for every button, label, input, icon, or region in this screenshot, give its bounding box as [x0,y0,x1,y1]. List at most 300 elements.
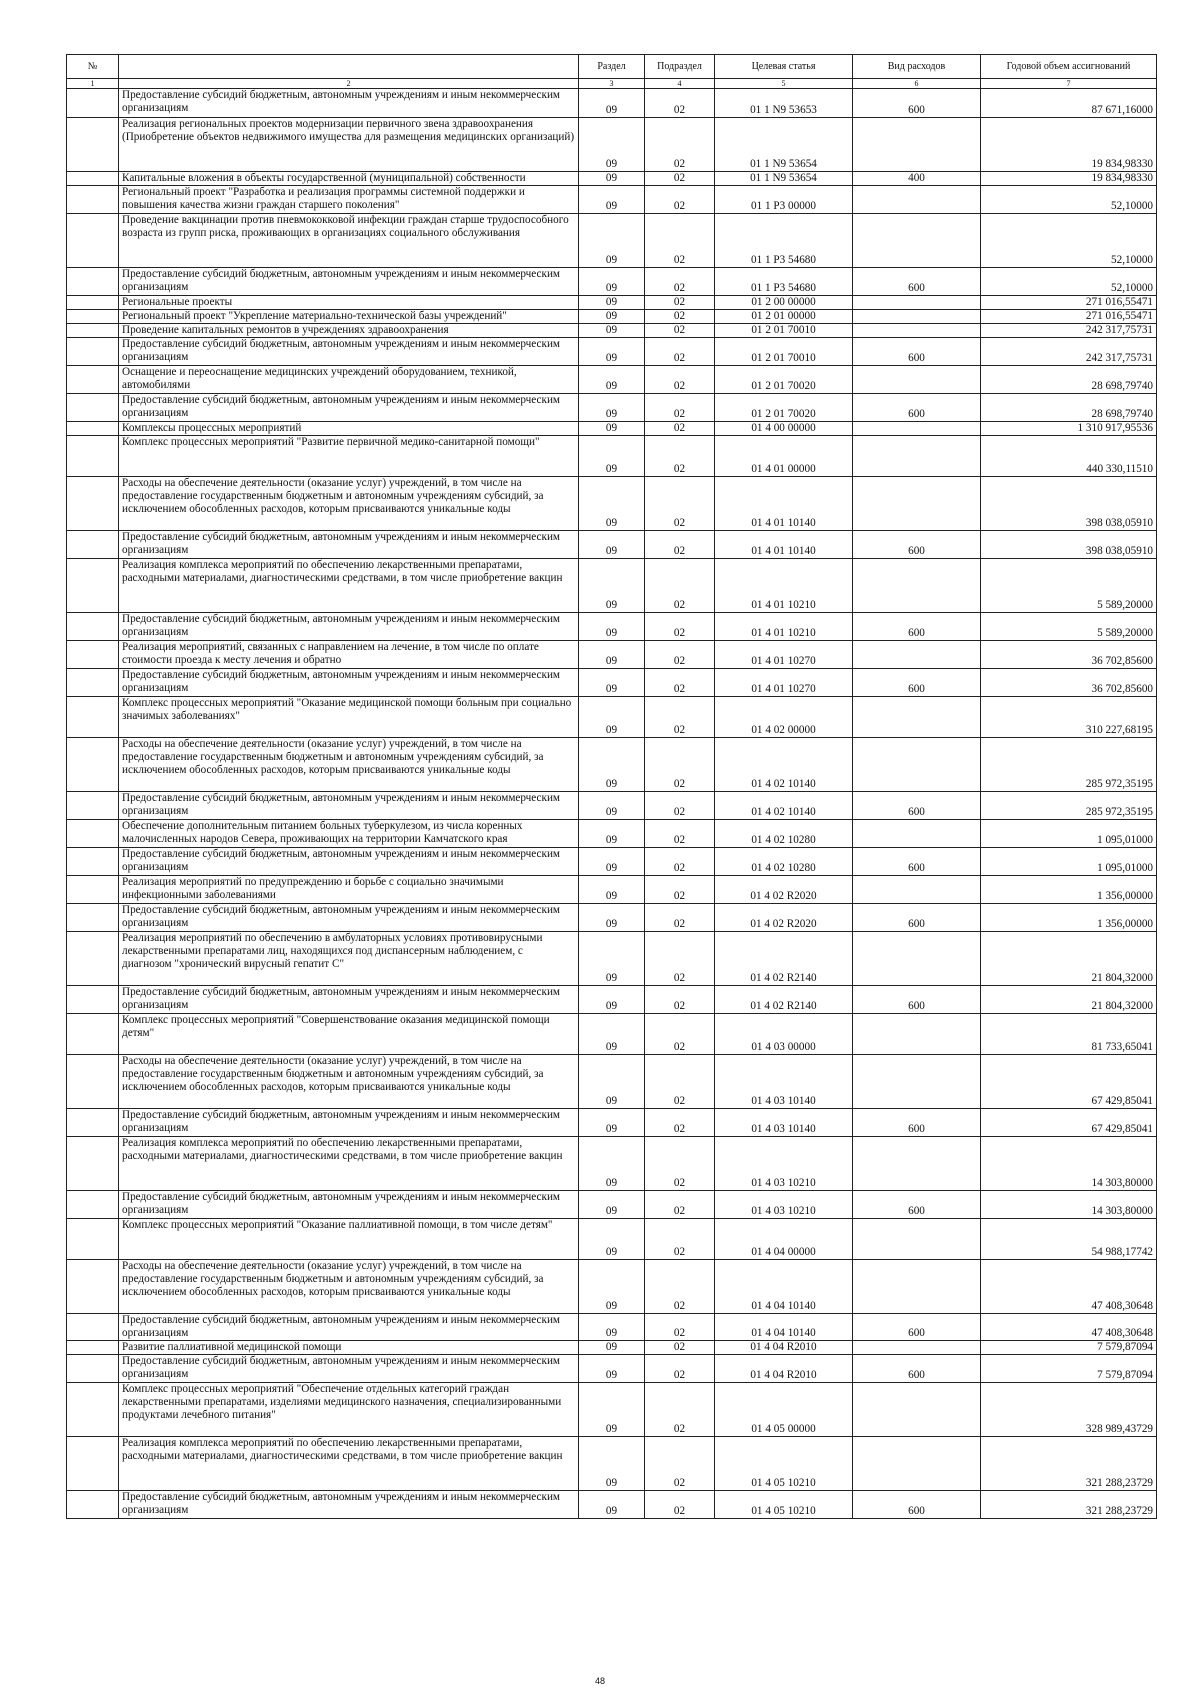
row-section: 09 [579,172,645,186]
row-target: 01 4 05 00000 [715,1383,853,1437]
row-name: Предоставление субсидий бюджетным, автономным учреждениям и иным некоммерческим организациям [119,89,579,118]
table-row [67,738,1157,792]
table-row [67,932,1157,986]
row-amount: 285 972,35195 [981,738,1157,792]
row-target: 01 2 01 00000 [715,310,853,324]
row-subsection: 02 [645,1314,715,1341]
row-name: Комплекс процессных мероприятий "Обеспечение отдельных категорий граждан лекарственными препаратами, изделиями медицинского назначения, специализированными продуктами лечебного питания" [119,1383,579,1437]
row-target: 01 4 04 R2010 [715,1341,853,1355]
row-subsection: 02 [645,613,715,641]
row-name: Капитальные вложения в объекты государственной (муниципальной) собственности [119,172,579,186]
row-expense [853,820,981,848]
row-section: 09 [579,118,645,172]
row-section: 09 [579,1314,645,1341]
row-subsection: 02 [645,310,715,324]
row-expense [853,1014,981,1055]
row-subsection: 02 [645,436,715,477]
table-row [67,1341,1157,1355]
table-row [67,1314,1157,1341]
row-subsection: 02 [645,904,715,932]
row-section: 09 [579,1055,645,1109]
row-section: 09 [579,1383,645,1437]
table-row [67,436,1157,477]
table-body [67,89,1157,1519]
num-cell [67,559,119,613]
num-cell [67,296,119,310]
row-target: 01 4 04 R2010 [715,1355,853,1383]
row-expense [853,1437,981,1491]
num-cell [67,1437,119,1491]
row-subsection: 02 [645,1137,715,1191]
row-amount: 52,10000 [981,186,1157,214]
table-row [67,559,1157,613]
table-row [67,669,1157,697]
row-expense: 600 [853,792,981,820]
row-name: Реализация комплекса мероприятий по обеспечению лекарственными препаратами, расходными материалами, диагностическими средствами, в том числе приобретение вакцин [119,559,579,613]
row-target: 01 4 04 10140 [715,1314,853,1341]
column-index: 2 [119,79,579,89]
row-subsection: 02 [645,477,715,531]
table-row [67,338,1157,366]
row-name: Расходы на обеспечение деятельности (оказание услуг) учреждений, в том числе на предоставление государственным бюджетным и автономным учреждениям субсидий, за исключением обособленных расходов, которым присваиваются уникальные коды [119,738,579,792]
num-cell [67,904,119,932]
column-index: 6 [853,79,981,89]
row-expense [853,296,981,310]
num-cell [67,1109,119,1137]
row-section: 09 [579,1191,645,1219]
num-cell [67,338,119,366]
row-section: 09 [579,559,645,613]
num-cell [67,118,119,172]
row-section: 09 [579,697,645,738]
header-expense: Вид расходов [853,55,981,79]
row-amount: 14 303,80000 [981,1137,1157,1191]
row-section: 09 [579,214,645,268]
row-expense: 600 [853,1491,981,1519]
num-cell [67,932,119,986]
num-cell [67,89,119,118]
row-name: Реализация мероприятий по обеспечению в амбулаторных условиях противовирусными лекарственными препаратами лиц, находящихся под диспансерным наблюдением, с диагнозом "хронический вирусный гепатит С" [119,932,579,986]
table-row [67,366,1157,394]
row-amount: 1 356,00000 [981,904,1157,932]
row-expense: 600 [853,1191,981,1219]
row-name: Проведение вакцинации против пневмококковой инфекции граждан старше трудоспособного возраста из групп риска, проживающих в организациях социального обслуживания [119,214,579,268]
row-target: 01 4 01 10140 [715,531,853,559]
row-expense: 600 [853,986,981,1014]
row-expense: 600 [853,1355,981,1383]
num-cell [67,422,119,436]
row-name: Предоставление субсидий бюджетным, автономным учреждениям и иным некоммерческим организациям [119,792,579,820]
row-target: 01 2 01 70010 [715,324,853,338]
row-target: 01 4 02 00000 [715,697,853,738]
row-name: Расходы на обеспечение деятельности (оказание услуг) учреждений, в том числе на предоставление государственным бюджетным и автономным учреждениям субсидий, за исключением обособленных расходов, которым присваиваются уникальные коды [119,1055,579,1109]
row-amount: 242 317,75731 [981,324,1157,338]
row-section: 09 [579,366,645,394]
row-expense [853,422,981,436]
num-cell [67,848,119,876]
row-target: 01 2 01 70020 [715,394,853,422]
row-subsection: 02 [645,1219,715,1260]
row-amount: 242 317,75731 [981,338,1157,366]
row-name: Реализация региональных проектов модернизации первичного звена здравоохранения (Приобретение объектов недвижимого имущества для размещения медицинских организаций) [119,118,579,172]
table-row [67,89,1157,118]
row-target: 01 4 03 10210 [715,1137,853,1191]
row-name: Реализация комплекса мероприятий по обеспечению лекарственными препаратами, расходными материалами, диагностическими средствами, в том числе приобретение вакцин [119,1137,579,1191]
row-section: 09 [579,531,645,559]
row-name: Предоставление субсидий бюджетным, автономным учреждениям и иным некоммерческим организациям [119,613,579,641]
row-subsection: 02 [645,820,715,848]
row-section: 09 [579,1137,645,1191]
num-cell [67,738,119,792]
row-subsection: 02 [645,1341,715,1355]
column-index: 1 [67,79,119,89]
row-subsection: 02 [645,848,715,876]
row-amount: 1 095,01000 [981,820,1157,848]
row-name: Развитие паллиативной медицинской помощи [119,1341,579,1355]
row-subsection: 02 [645,338,715,366]
row-target: 01 4 02 10280 [715,848,853,876]
row-target: 01 4 03 10140 [715,1055,853,1109]
table-row [67,324,1157,338]
row-target: 01 4 01 10140 [715,477,853,531]
table-row [67,904,1157,932]
row-amount: 47 408,30648 [981,1260,1157,1314]
row-amount: 19 834,98330 [981,118,1157,172]
row-section: 09 [579,310,645,324]
num-cell [67,1137,119,1191]
row-target: 01 4 01 10210 [715,559,853,613]
row-target: 01 4 03 10210 [715,1191,853,1219]
header-subsection: Подраздел [645,55,715,79]
num-cell [67,641,119,669]
row-section: 09 [579,1014,645,1055]
num-cell [67,1341,119,1355]
row-section: 09 [579,1219,645,1260]
column-index: 3 [579,79,645,89]
row-subsection: 02 [645,1109,715,1137]
row-subsection: 02 [645,876,715,904]
row-amount: 5 589,20000 [981,613,1157,641]
row-target: 01 4 01 00000 [715,436,853,477]
row-expense [853,324,981,338]
row-expense: 600 [853,613,981,641]
row-target: 01 4 00 00000 [715,422,853,436]
num-cell [67,613,119,641]
row-name: Расходы на обеспечение деятельности (оказание услуг) учреждений, в том числе на предоставление государственным бюджетным и автономным учреждениям субсидий, за исключением обособленных расходов, которым присваиваются уникальные коды [119,477,579,531]
row-name: Предоставление субсидий бюджетным, автономным учреждениям и иным некоммерческим организациям [119,1355,579,1383]
table-row [67,848,1157,876]
row-target: 01 4 02 R2140 [715,932,853,986]
row-name: Расходы на обеспечение деятельности (оказание услуг) учреждений, в том числе на предоставление государственным бюджетным и автономным учреждениям субсидий, за исключением обособленных расходов, которым присваиваются уникальные коды [119,1260,579,1314]
row-target: 01 4 01 10210 [715,613,853,641]
row-section: 09 [579,1437,645,1491]
table-row [67,1219,1157,1260]
budget-table [66,54,1157,1519]
row-name: Реализация мероприятий, связанных с направлением на лечение, в том числе по оплате стоимости проезда к месту лечения и обратно [119,641,579,669]
row-expense: 600 [853,338,981,366]
row-section: 09 [579,1260,645,1314]
row-section: 09 [579,876,645,904]
row-expense [853,477,981,531]
row-target: 01 2 01 70020 [715,366,853,394]
num-cell [67,820,119,848]
row-amount: 398 038,05910 [981,531,1157,559]
row-amount: 87 671,16000 [981,89,1157,118]
table-row [67,613,1157,641]
row-amount: 310 227,68195 [981,697,1157,738]
row-name: Предоставление субсидий бюджетным, автономным учреждениям и иным некоммерческим организациям [119,669,579,697]
row-name: Обеспечение дополнительным питанием больных туберкулезом, из числа коренных малочисленных народов Севера, проживающих на территории Камчатского края [119,820,579,848]
row-expense [853,1137,981,1191]
row-amount: 271 016,55471 [981,310,1157,324]
row-target: 01 4 05 10210 [715,1491,853,1519]
row-expense: 600 [853,1109,981,1137]
row-section: 09 [579,738,645,792]
table-row [67,186,1157,214]
row-amount: 271 016,55471 [981,296,1157,310]
row-expense: 600 [853,89,981,118]
row-name: Предоставление субсидий бюджетным, автономным учреждениям и иным некоммерческим организациям [119,1314,579,1341]
row-subsection: 02 [645,214,715,268]
row-section: 09 [579,1341,645,1355]
row-subsection: 02 [645,186,715,214]
table-row [67,310,1157,324]
row-section: 09 [579,422,645,436]
row-amount: 28 698,79740 [981,366,1157,394]
num-cell [67,1355,119,1383]
row-name: Региональный проект "Укрепление материально-технической базы учреждений" [119,310,579,324]
table-row [67,1383,1157,1437]
row-section: 09 [579,394,645,422]
row-section: 09 [579,986,645,1014]
row-name: Предоставление субсидий бюджетным, автономным учреждениям и иным некоммерческим организациям [119,848,579,876]
row-amount: 81 733,65041 [981,1014,1157,1055]
row-amount: 21 804,32000 [981,986,1157,1014]
row-expense [853,738,981,792]
budget-table-sheet [66,54,1156,1519]
row-expense [853,1341,981,1355]
row-name: Предоставление субсидий бюджетным, автономным учреждениям и иным некоммерческим организациям [119,1109,579,1137]
row-amount: 7 579,87094 [981,1355,1157,1383]
num-cell [67,986,119,1014]
row-name: Комплексы процессных мероприятий [119,422,579,436]
table-row [67,986,1157,1014]
row-expense: 600 [853,848,981,876]
table-row [67,1355,1157,1383]
row-amount: 67 429,85041 [981,1055,1157,1109]
row-target: 01 4 04 00000 [715,1219,853,1260]
row-name: Предоставление субсидий бюджетным, автономным учреждениям и иным некоммерческим организациям [119,531,579,559]
row-section: 09 [579,324,645,338]
row-subsection: 02 [645,1055,715,1109]
row-expense [853,214,981,268]
table-row [67,1055,1157,1109]
row-expense: 600 [853,669,981,697]
table-row [67,172,1157,186]
table-row [67,422,1157,436]
row-target: 01 4 05 10210 [715,1437,853,1491]
row-target: 01 4 02 R2140 [715,986,853,1014]
row-amount: 285 972,35195 [981,792,1157,820]
row-name: Региональный проект "Разработка и реализация программы системной поддержки и повышения качества жизни граждан старшего поколения" [119,186,579,214]
table-row [67,1491,1157,1519]
row-subsection: 02 [645,1383,715,1437]
row-subsection: 02 [645,738,715,792]
row-name: Реализация комплекса мероприятий по обеспечению лекарственными препаратами, расходными материалами, диагностическими средствами, в том числе приобретение вакцин [119,1437,579,1491]
num-cell [67,1055,119,1109]
row-expense [853,876,981,904]
table-row [67,641,1157,669]
row-subsection: 02 [645,324,715,338]
row-target: 01 4 02 10280 [715,820,853,848]
row-expense [853,559,981,613]
row-section: 09 [579,186,645,214]
row-section: 09 [579,1491,645,1519]
table-row [67,296,1157,310]
row-section: 09 [579,848,645,876]
table-row [67,477,1157,531]
row-target: 01 4 02 R2020 [715,904,853,932]
table-row [67,820,1157,848]
row-amount: 19 834,98330 [981,172,1157,186]
num-cell [67,366,119,394]
num-cell [67,876,119,904]
header-section: Раздел [579,55,645,79]
column-index: 4 [645,79,715,89]
row-amount: 52,10000 [981,214,1157,268]
row-subsection: 02 [645,1491,715,1519]
row-section: 09 [579,338,645,366]
num-cell [67,172,119,186]
row-target: 01 4 02 R2020 [715,876,853,904]
row-amount: 36 702,85600 [981,641,1157,669]
num-cell [67,1491,119,1519]
num-cell [67,324,119,338]
table-row [67,1437,1157,1491]
row-expense: 600 [853,394,981,422]
row-target: 01 1 N9 53653 [715,89,853,118]
row-target: 01 4 03 10140 [715,1109,853,1137]
row-name: Предоставление субсидий бюджетным, автономным учреждениям и иным некоммерческим организациям [119,394,579,422]
table-row [67,1109,1157,1137]
table-row [67,876,1157,904]
row-amount: 21 804,32000 [981,932,1157,986]
row-amount: 14 303,80000 [981,1191,1157,1219]
row-amount: 36 702,85600 [981,669,1157,697]
row-target: 01 1 N9 53654 [715,172,853,186]
row-amount: 7 579,87094 [981,1341,1157,1355]
row-name: Оснащение и переоснащение медицинских учреждений оборудованием, техникой, автомобилями [119,366,579,394]
row-subsection: 02 [645,1014,715,1055]
num-cell [67,531,119,559]
num-cell [67,1219,119,1260]
row-name: Комплекс процессных мероприятий "Оказание паллиативной помощи, в том числе детям" [119,1219,579,1260]
row-amount: 67 429,85041 [981,1109,1157,1137]
row-subsection: 02 [645,118,715,172]
row-subsection: 02 [645,641,715,669]
row-section: 09 [579,1109,645,1137]
row-subsection: 02 [645,1437,715,1491]
row-subsection: 02 [645,669,715,697]
row-expense: 600 [853,1314,981,1341]
row-subsection: 02 [645,394,715,422]
row-amount: 5 589,20000 [981,559,1157,613]
row-subsection: 02 [645,89,715,118]
table-row [67,214,1157,268]
row-expense: 600 [853,904,981,932]
row-name: Предоставление субсидий бюджетным, автономным учреждениям и иным некоммерческим организациям [119,904,579,932]
table-row [67,792,1157,820]
row-name: Проведение капитальных ремонтов в учреждениях здравоохранения [119,324,579,338]
row-target: 01 2 01 70010 [715,338,853,366]
row-section: 09 [579,904,645,932]
row-subsection: 02 [645,1355,715,1383]
num-cell [67,1191,119,1219]
header-name [119,55,579,79]
row-section: 09 [579,932,645,986]
row-section: 09 [579,820,645,848]
row-section: 09 [579,1355,645,1383]
row-expense [853,436,981,477]
num-cell [67,310,119,324]
row-subsection: 02 [645,422,715,436]
num-cell [67,268,119,296]
num-cell [67,669,119,697]
row-subsection: 02 [645,531,715,559]
row-subsection: 02 [645,559,715,613]
row-name: Предоставление субсидий бюджетным, автономным учреждениям и иным некоммерческим организациям [119,1491,579,1519]
num-cell [67,1260,119,1314]
table-row [67,1014,1157,1055]
row-section: 09 [579,477,645,531]
table-row [67,394,1157,422]
row-section: 09 [579,641,645,669]
header-amount: Годовой объем ассигнований [981,55,1157,79]
row-expense [853,1383,981,1437]
row-amount: 321 288,23729 [981,1491,1157,1519]
row-target: 01 4 01 10270 [715,641,853,669]
row-name: Комплекс процессных мероприятий "Совершенствование оказания медицинской помощи детям" [119,1014,579,1055]
num-cell [67,214,119,268]
row-subsection: 02 [645,268,715,296]
table-row [67,118,1157,172]
row-amount: 52,10000 [981,268,1157,296]
num-cell [67,792,119,820]
row-subsection: 02 [645,366,715,394]
row-amount: 28 698,79740 [981,394,1157,422]
row-name: Региональные проекты [119,296,579,310]
num-cell [67,477,119,531]
num-cell [67,1014,119,1055]
num-cell [67,394,119,422]
row-expense: 600 [853,531,981,559]
row-section: 09 [579,613,645,641]
row-target: 01 4 02 10140 [715,792,853,820]
row-name: Предоставление субсидий бюджетным, автономным учреждениям и иным некоммерческим организациям [119,986,579,1014]
page-number: 48 [594,1676,605,1686]
row-name: Комплекс процессных мероприятий "Оказание медицинской помощи больным при социально значимых заболеваниях" [119,697,579,738]
row-section: 09 [579,296,645,310]
row-amount: 1 356,00000 [981,876,1157,904]
table-row [67,1260,1157,1314]
num-cell [67,436,119,477]
row-amount: 321 288,23729 [981,1437,1157,1491]
row-subsection: 02 [645,792,715,820]
header-num: № [67,55,119,79]
row-subsection: 02 [645,986,715,1014]
table-row [67,1191,1157,1219]
row-name: Предоставление субсидий бюджетным, автономным учреждениям и иным некоммерческим организациям [119,338,579,366]
